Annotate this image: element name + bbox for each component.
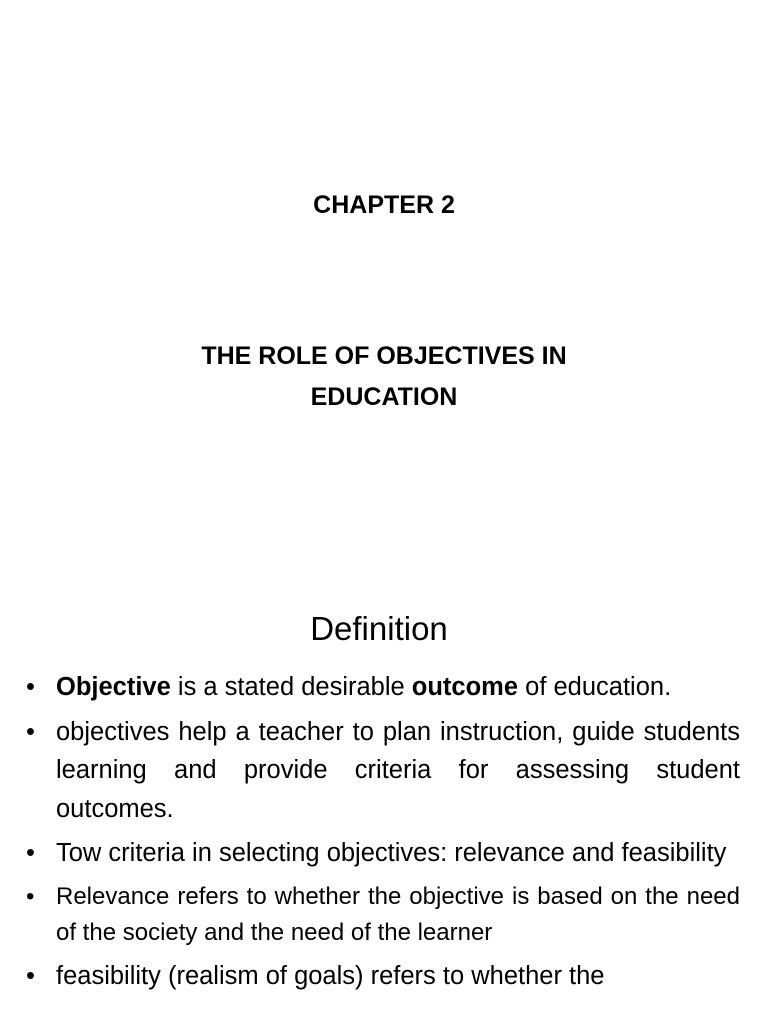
bullet-text: feasibility (realism of goals) refers to whether the bbox=[56, 961, 605, 990]
bullet-text-fragment: is a stated desirable bbox=[170, 673, 412, 701]
bullet-marker: • bbox=[26, 673, 35, 701]
bullet-marker: • bbox=[26, 839, 35, 867]
definition-heading: Definition bbox=[310, 610, 448, 647]
definition-slide bbox=[0, 560, 768, 1024]
bullet-marker: • bbox=[26, 961, 35, 990]
bullet-text-fragment: of education. bbox=[518, 673, 672, 701]
bold-term: outcome bbox=[411, 673, 519, 701]
chapter-title: THE ROLE OF OBJECTIVES IN EDUCATION bbox=[201, 342, 567, 411]
definition-bullet-list bbox=[26, 668, 740, 1001]
bullet-item bbox=[26, 957, 740, 996]
bullet-item bbox=[26, 834, 740, 873]
bullet-marker: • bbox=[26, 717, 35, 746]
bullet-text bbox=[56, 673, 671, 701]
bullet-marker: • bbox=[26, 882, 35, 910]
chapter-label: CHAPTER 2 bbox=[313, 191, 455, 219]
bullet-text: objectives help a teacher to plan instruction, guide students learning and provide criteria for assessing student outcomes. bbox=[56, 717, 740, 823]
bullet-item bbox=[26, 668, 740, 707]
bullet-item bbox=[26, 713, 740, 829]
bullet-text: Tow criteria in selecting objectives: relevance and feasibility bbox=[56, 839, 727, 867]
bullet-text: Relevance refers to whether the objective is based on the need of the society and the need of the learner bbox=[56, 882, 740, 946]
bold-term: Objective bbox=[56, 673, 171, 701]
bullet-item bbox=[26, 879, 740, 951]
